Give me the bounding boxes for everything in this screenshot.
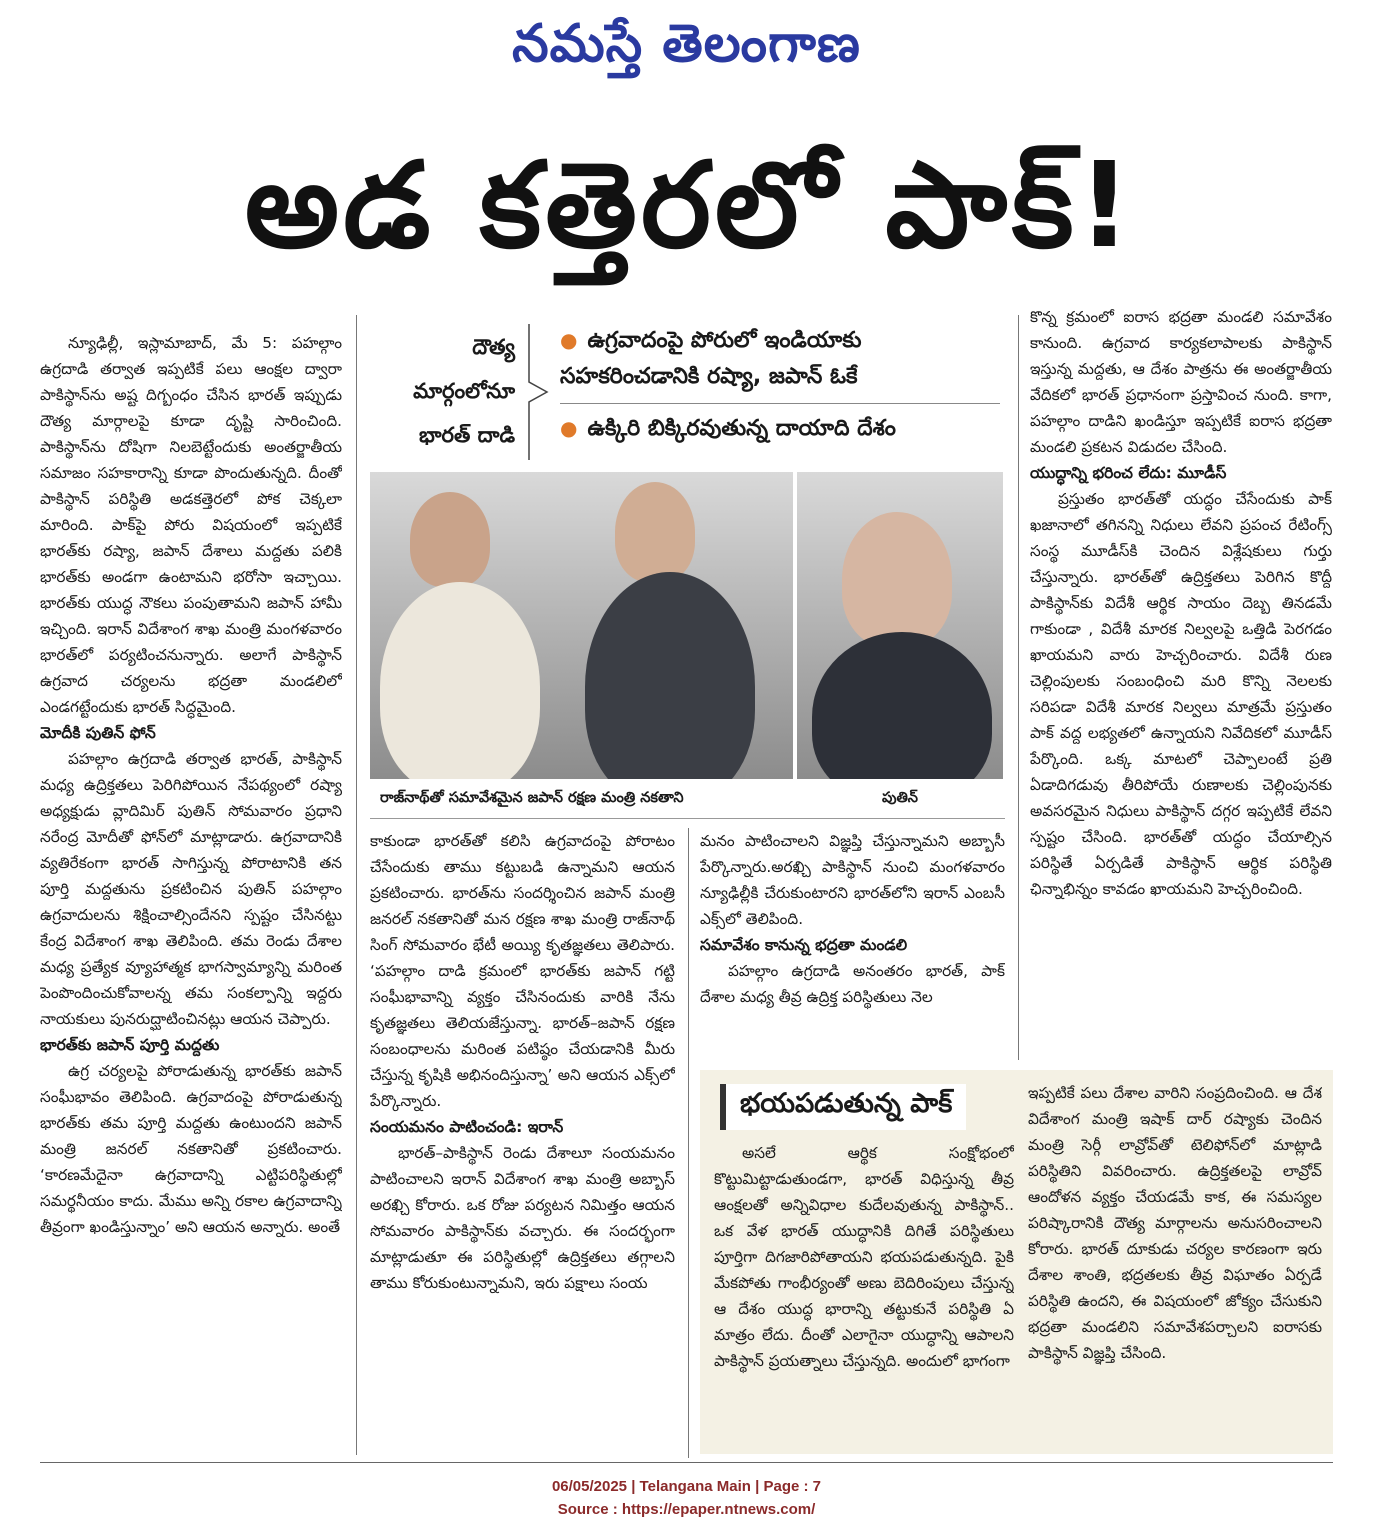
deck-bracket-icon [525, 322, 555, 462]
photo-rajnath-nakatani [370, 472, 793, 779]
article-paragraph: పహల్గాం ఉగ్రదాడి అనంతరం భారత్, పాక్ దేశాల మధ్య తీవ్ర ఉద్రిక్త పరిస్థితులు నెల [700, 962, 1005, 1006]
article-paragraph: న్యూఢిల్లీ, ఇస్లామాబాద్, మే 5: పహల్గాం ఉగ్రదాడి తర్వాత ఇప్పటికే పలు ఆంక్షల ద్వారా పాకిస్థాన్‌ను అష్ట దిగ్బంధం చేసిన భారత్ ఇప్పుడు దౌత్య మార్గాలపై కూడా దృష్టి సారించింది. పాకిస్థాన్‌ను దోషిగా నిలబెట్టేందుకు అంతర్జాతీయ సమాజం సహకారాన్ని కూడా పొందుతున్నది. దీంతో పాకిస్థాన్ పరిస్థితి అడకత్తెరలో పోక చెక్కలా మారింది. పాక్‌పై పోరు విషయంలో ఇప్పటికే భారత్‌కు రష్యా, జపాన్ దేశాలు మద్దతు పలికి భారత్‌కు అండగా ఉంటామని భరోసా ఇచ్చాయి. భారత్‌కు యుద్ధ నౌకలు పంపుతామని జపాన్ హామీ ఇచ్చింది. ఇరాన్ విదేశాంగ శాఖ మంత్రి మంగళవారం భారత్‌లో పర్యటించనున్నారు. అలాగే పాకిస్థాన్ ఉగ్రవాద చర్యలను భద్రతా మండలిలో ఎండగట్టేందుకు భారత్ సిద్ధమైంది. [40, 334, 342, 716]
photo-caption: రాజ్‌నాథ్‌తో సమావేశమైన జపాన్ రక్షణ మంత్రి నకతాని [380, 790, 684, 806]
person-silhouette-icon [812, 632, 992, 779]
person-silhouette-icon [615, 482, 695, 582]
deck-line: భారత్ దాడి [419, 423, 515, 447]
section-subheading: యుద్ధాన్ని భరించ లేదు: మూడీస్ [1030, 464, 1227, 482]
page-bottom-rule [40, 1462, 1333, 1463]
photo-putin [797, 472, 1003, 779]
section-subheading: మోదీకి పుతిన్ ఫోన్ [40, 724, 156, 742]
article-paragraph: పహల్గాం ఉగ్రదాడి తర్వాత భారత్, పాకిస్థాన్ మధ్య ఉద్రిక్తతలు పెరిగిపోయిన నేపథ్యంలో రష్యా అధ్యక్షుడు వ్లాదిమిర్ పుతిన్ సోమవారం ప్రధాని నరేంద్ర మోదీతో ఫోన్‌లో మాట్లాడారు. ఉగ్రవాదానికి వ్యతిరేకంగా భారత్ సాగిస్తున్న పోరాటానికి తన పూర్తి మద్దతును ప్రకటించిన పుతిన్ పహల్గాం ఉగ్రవాదులను శిక్షించాల్సిందేనని స్పష్టం చేసినట్టు కేంద్ర విదేశాంగ శాఖ తెలిపింది. తమ రెండు దేశాల మధ్య ప్రత్యేక వ్యూహాత్మక భాగస్వామ్యాన్ని మరింత పెంపొందించుకోవాలన్న తమ సంకల్పాన్ని ఇద్దరు నాయకులు పునరుద్ఘాటించినట్లు ఆయన చెప్పారు. [40, 750, 342, 1028]
box-title: భయపడుతున్న పాక్ [720, 1084, 966, 1130]
box-column-left [714, 1140, 1014, 1445]
person-silhouette-icon [842, 512, 952, 647]
deck-bullets [560, 322, 1000, 447]
column-divider [356, 315, 357, 1455]
section-subheading: సమావేశం కానున్న భద్రతా మండలి [700, 936, 908, 954]
section-subheading: భారత్‌కు జపాన్ పూర్తి మద్దతు [40, 1036, 220, 1054]
deck-line: దౌత్య [472, 335, 515, 359]
photo-divider [370, 818, 1005, 819]
box-column-right [1028, 1080, 1322, 1445]
main-headline: అడ కత్తెరలో పాక్! [244, 136, 1136, 274]
deck-bullet: ● ఉగ్రవాదంపై పోరులో ఇండియాకు సహకరించడానికి రష్యా, జపాన్ ఓకే [560, 322, 1000, 404]
column-divider [688, 828, 689, 1458]
deck-line: మార్గంలోనూ [413, 379, 515, 403]
bullet-dot-icon: ● [560, 416, 578, 440]
person-silhouette-icon [410, 492, 490, 587]
footer-source-link[interactable]: Source : https://epaper.ntnews.com/ [557, 1501, 816, 1518]
footer-date-edition: 06/05/2025 | Telangana Main | Page : 7 [551, 1478, 822, 1495]
deck-bullet: ● ఉక్కిరి బిక్కిరవుతున్న దాయాది దేశం [560, 416, 896, 441]
column-2 [370, 828, 675, 1458]
article-paragraph: భారత్–పాకిస్థాన్ రెండు దేశాలూ సంయమనం పాటించాలని ఇరాన్ విదేశాంగ శాఖ మంత్రి అబ్బాస్ అరఖ్చి కోరారు. ఒక రోజు పర్యటన నిమిత్తం ఆయన సోమవారం పాకిస్థాన్‌కు వచ్చారు. ఈ సందర్భంగా మాట్లాడుతూ ఈ పరిస్థితుల్లో ఉద్రిక్తతలు తగ్గాలని తాము కోరుకుంటున్నామని, ఇరు పక్షాలు సంయ [370, 1144, 675, 1292]
article-paragraph: కాకుండా భారత్‌తో కలిసి ఉగ్రవాదంపై పోరాటం చేసేందుకు తాము కట్టుబడి ఉన్నామని ఆయన ప్రకటించారు. భారత్‌ను సందర్శించిన జపాన్ మంత్రి జనరల్ నకతానితో మన రక్షణ శాఖ మంత్రి రాజ్‌నాథ్ సింగ్ సోమవారం భేటీ అయ్యి కృతజ్ఞతలు తెలిపారు. ‘పహల్గాం దాడి క్రమంలో భారత్‌కు జపాన్ గట్టి సంఘీభావాన్ని వ్యక్తం చేసినందుకు వారికి నేను కృతజ్ఞతలు తెలియజేస్తున్నా. భారత్–జపాన్ రక్షణ సంబంధాలను మరింత పటిష్ఠం చేయడానికి మీరు చేస్తున్న కృషికి అభినందిస్తున్నా’ అని ఆయన ఎక్స్‌లో పేర్కొన్నారు. [370, 832, 675, 1110]
column-3 [700, 828, 1005, 1068]
column-1 [40, 330, 342, 1460]
article-paragraph: ప్రస్తుతం భారత్‌తో యద్ధం చేసేందుకు పాక్ ఖజానాలో తగినన్ని నిధులు లేవని ప్రపంచ రేటింగ్స్ సంస్థ మూడీస్‌కి చెందిన విశ్లేషకులు గుర్తు చేస్తున్నారు. భారత్‌తో ఉద్రిక్తతలు పెరిగిన కొద్దీ పాకిస్థాన్‌కు విదేశీ ఆర్థిక సాయం దెబ్బ తినడమే గాకుండా , విదేశీ మారక నిల్వలపై ఒత్తిడి పెరగడం ఖాయమని వారు హెచ్చరించారు. విదేశీ రుణ చెల్లింపులకు సంబంధించి మరి కొన్ని నెలలకు సరిపడా విదేశీ మారక నిల్వలు మాత్రమే ప్రస్తుతం పాక్ వద్ద లభ్యతలో ఉన్నాయని నివేదికలో మూడీస్ పేర్కొంది. ఒక్క మాటలో చెప్పాలంటే ప్రతి ఏడాదిగడువు తీరిపోయే రుణాలకు చెల్లింపునకు అవసరమైన నిధులు పాకిస్థాన్ దగ్గర ఇప్పటికే లేవని స్పష్టం చేసింది. భారత్‌తో యద్ధం చేయాల్సిన పరిస్థితే ఏర్పడితే పాకిస్థాన్ ఆర్థిక పరిస్థితి ఛిన్నాభిన్నం కావడం ఖాయమని హెచ్చరించింది. [1030, 490, 1332, 898]
article-paragraph: ఇప్పటికే పలు దేశాల వారిని సంప్రదించింది. ఆ దేశ విదేశాంగ మంత్రి ఇషాక్ దార్ రష్యాకు చెందిన మంత్రి సెర్గీ లావ్రోవ్‌తో టెలిఫోన్‌లో మాట్లాడి పరిస్థితిని వివరించారు. ఉద్రిక్తతలపై లావ్రోవ్ ఆందోళన వ్యక్తం చేయడమే కాక, ఈ సమస్యల పరిష్కారానికి దౌత్య మార్గాలను అనుసరించాలని కోరారు. భారత్ దూకుడు చర్యల కారణంగా ఇరు దేశాల శాంతి, భద్రతలకు తీవ్ర విఘాతం ఏర్పడే పరిస్థితి ఉందని, ఈ విషయంలో జోక్యం చేసుకుని భద్రతా మండలిని సమావేశపర్చాలని ఐరాసకు పాకిస్థాన్ విజ్ఞప్తి చేసింది. [1028, 1084, 1322, 1362]
article-paragraph: కొన్న క్రమంలో ఐరాస భద్రతా మండలి సమావేశం కానుంది. ఉగ్రవాద కార్యకలాపాలకు పాకిస్థాన్ ఇస్తున్న మద్దతు, ఆ దేశం పాత్రను ఈ అంతర్జాతీయ వేదికలో భారత్ ప్రధానంగా ప్రస్తావించ నుంది. కాగా, పహల్గాం దాడిని ఖండిస్తూ ఇప్పటికే ఐరాస భద్రతా మండలి ప్రకటన విడుదల చేసింది. [1030, 308, 1332, 456]
column-divider [1018, 315, 1019, 1060]
article-paragraph: మనం పాటించాలని విజ్ఞప్తి చేస్తున్నామని అబ్బాసీ పేర్కొన్నారు.అరఖ్చి పాకిస్థాన్ నుంచి మంగళవారం న్యూఢిల్లీకి చేరుకుంటారని భారత్‌లోని ఇరాన్ ఎంబసీ ఎక్స్‌లో తెలిపింది. [700, 832, 1005, 928]
person-silhouette-icon [585, 572, 755, 779]
article-paragraph: అసలే ఆర్థిక సంక్షోభంలో కొట్టుమిట్టాడుతుండగా, భారత్ విధిస్తున్న తీవ్ర ఆంక్షలతో అన్నివిధాల కుదేలవుతున్న పాకిస్థాన్.. ఒక వేళ భారత్ యుద్ధానికి దిగితే పరిస్థితులు పూర్తిగా దిగజారిపోతాయని భయపడుతున్నది. పైకి మేకపోతు గాంభీర్యంతో అణు బెదిరింపులు చేస్తున్న ఆ దేశం యుద్ధ భారాన్ని తట్టుకునే పరిస్థితి ఏ మాత్రం లేదు. దీంతో ఎలాగైనా యుద్ధాన్ని ఆపాలని పాకిస్థాన్ ప్రయత్నాలు చేస్తున్నది. అందులో భాగంగా [714, 1144, 1014, 1370]
bullet-dot-icon: ● [560, 328, 578, 352]
masthead-logo: నమస్తే తెలంగాణ [512, 13, 861, 74]
section-subheading: సంయమనం పాటించండి: ఇరాన్ [370, 1118, 564, 1136]
photo-caption: పుతిన్ [882, 790, 918, 806]
article-paragraph: ఉగ్ర చర్యలపై పోరాడుతున్న భారత్‌కు జపాన్ సంఘీభావం తెలిపింది. ఉగ్రవాదంపై పోరాడుతున్న భారత్‌కు తమ పూర్తి మద్దతు ఉంటుందని జపాన్ మంత్రి జనరల్ నకతానితో ప్రకటించారు. ‘కారణమేదైనా ఉగ్రవాదాన్ని ఎట్టిపరిస్థితుల్లో సమర్థనీయం కాదు. మేము అన్ని రకాల ఉగ్రవాదాన్ని తీవ్రంగా ఖండిస్తున్నాం’ అని ఆయన అన్నారు. అంతే [40, 1062, 342, 1236]
boxed-story [700, 1070, 1333, 1454]
column-4 [1030, 304, 1332, 1060]
deck-kicker [370, 325, 515, 457]
person-silhouette-icon [380, 582, 540, 779]
